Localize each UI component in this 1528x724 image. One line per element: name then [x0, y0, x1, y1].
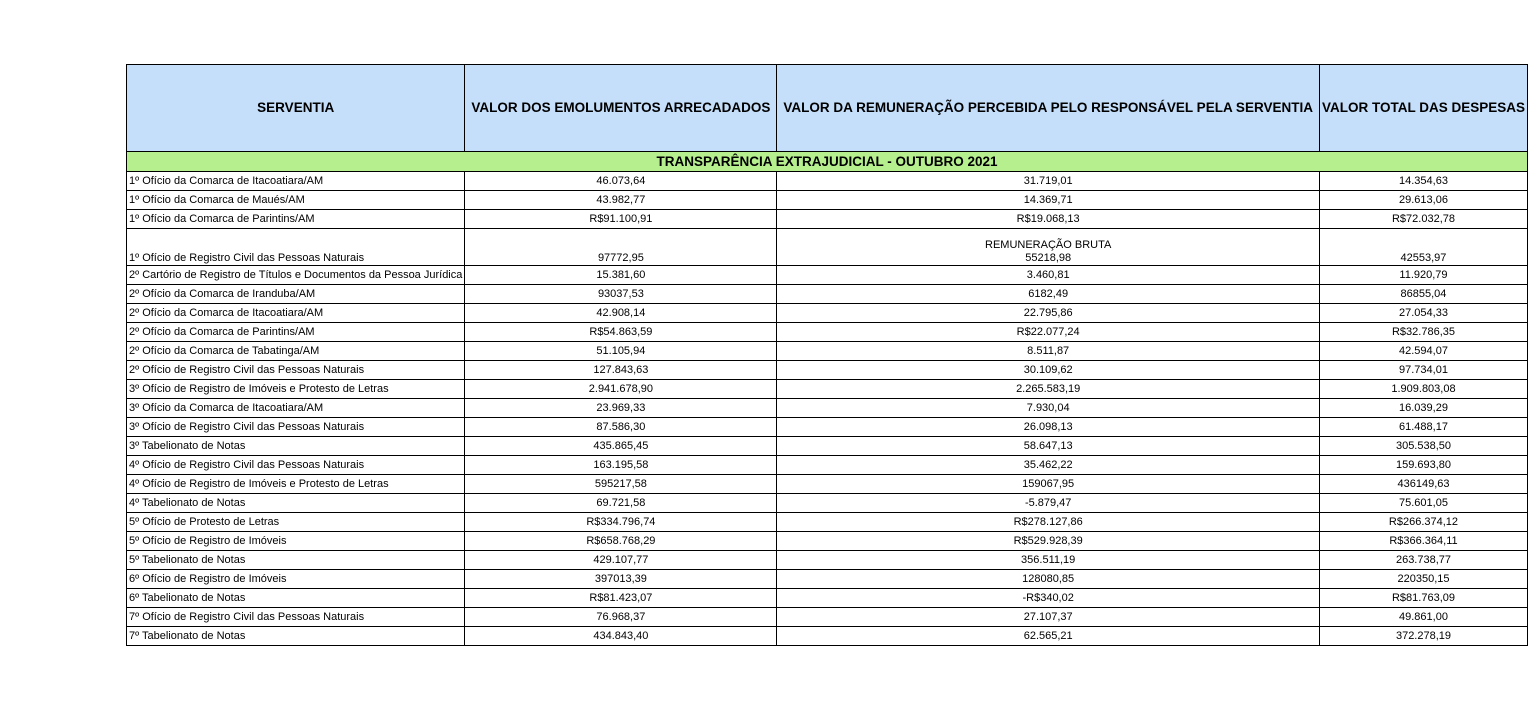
emolumentos-cell: R$658.768,29	[465, 532, 777, 551]
serventia-cell: 6º Ofício de Registro de Imóveis	[127, 570, 465, 589]
serventia-cell: 4º Tabelionato de Notas	[127, 494, 465, 513]
table-row	[127, 399, 1528, 418]
serventia-cell: 7º Ofício de Registro Civil das Pessoas Naturais	[127, 608, 465, 627]
emolumentos-cell: 87.586,30	[465, 418, 777, 437]
remuneracao-cell: 35.462,22	[777, 456, 1320, 475]
despesas-cell: 263.738,77	[1319, 551, 1527, 570]
remuneracao-cell: 22.795,86	[777, 304, 1320, 323]
emolumentos-cell: 435.865,45	[465, 437, 777, 456]
despesas-cell: R$72.032,78	[1319, 210, 1527, 229]
header-row	[127, 65, 1528, 152]
despesas-cell: 86855,04	[1319, 285, 1527, 304]
emolumentos-cell: 595217,58	[465, 475, 777, 494]
remuneracao-cell: R$19.068,13	[777, 210, 1320, 229]
despesas-cell: 1.909.803,08	[1319, 380, 1527, 399]
emolumentos-cell: 429.107,77	[465, 551, 777, 570]
serventia-cell: 3º Ofício de Registro de Imóveis e Protesto de Letras	[127, 380, 465, 399]
despesas-cell: R$81.763,09	[1319, 589, 1527, 608]
table-row	[127, 304, 1528, 323]
table-row	[127, 456, 1528, 475]
table-row	[127, 285, 1528, 304]
remuneracao-cell: 7.930,04	[777, 399, 1320, 418]
despesas-cell: 436149,63	[1319, 475, 1527, 494]
despesas-cell: 220350,15	[1319, 570, 1527, 589]
remuneracao-cell	[777, 229, 1320, 266]
remuneracao-cell: 3.460,81	[777, 266, 1320, 285]
remuneracao-cell: 159067,95	[777, 475, 1320, 494]
remuneracao-cell: 27.107,37	[777, 608, 1320, 627]
period-banner: TRANSPARÊNCIA EXTRAJUDICIAL - OUTUBRO 2021	[127, 152, 1528, 172]
despesas-cell: 61.488,17	[1319, 418, 1527, 437]
serventia-cell: 6º Tabelionato de Notas	[127, 589, 465, 608]
table-row	[127, 627, 1528, 646]
table-row	[127, 342, 1528, 361]
emolumentos-cell: R$81.423,07	[465, 589, 777, 608]
remuneracao-cell: R$529.928,39	[777, 532, 1320, 551]
serventia-cell: 4º Ofício de Registro de Imóveis e Protesto de Letras	[127, 475, 465, 494]
remuneracao-cell: 58.647,13	[777, 437, 1320, 456]
emolumentos-cell: 434.843,40	[465, 627, 777, 646]
serventia-cell: 5º Tabelionato de Notas	[127, 551, 465, 570]
emolumentos-cell: 127.843,63	[465, 361, 777, 380]
despesas-cell: 159.693,80	[1319, 456, 1527, 475]
despesas-cell: 97.734,01	[1319, 361, 1527, 380]
remuneracao-cell: R$22.077,24	[777, 323, 1320, 342]
table-row	[127, 608, 1528, 627]
emolumentos-cell: R$91.100,91	[465, 210, 777, 229]
emolumentos-cell: R$334.796,74	[465, 513, 777, 532]
remuneracao-cell: 356.511,19	[777, 551, 1320, 570]
table-row	[127, 172, 1528, 191]
serventia-cell: 1º Ofício da Comarca de Maués/AM	[127, 191, 465, 210]
serventia-cell: 2º Ofício da Comarca de Tabatinga/AM	[127, 342, 465, 361]
despesas-cell: R$366.364,11	[1319, 532, 1527, 551]
remuneracao-cell: -R$340,02	[777, 589, 1320, 608]
emolumentos-cell: 69.721,58	[465, 494, 777, 513]
header-serventia: SERVENTIA	[127, 65, 465, 152]
despesas-cell: 42.594,07	[1319, 342, 1527, 361]
emolumentos-cell: 76.968,37	[465, 608, 777, 627]
serventia-cell: 5º Ofício de Protesto de Letras	[127, 513, 465, 532]
serventia-cell: 1º Ofício da Comarca de Parintins/AM	[127, 210, 465, 229]
despesas-cell: R$32.786,35	[1319, 323, 1527, 342]
remuneracao-cell: R$278.127,86	[777, 513, 1320, 532]
table-row	[127, 361, 1528, 380]
emolumentos-cell: 93037,53	[465, 285, 777, 304]
emolumentos-cell: 97772,95	[465, 229, 777, 266]
despesas-cell: 372.278,19	[1319, 627, 1527, 646]
serventia-cell: 7º Tabelionato de Notas	[127, 627, 465, 646]
emolumentos-cell: 163.195,58	[465, 456, 777, 475]
remuneracao-cell: 6182,49	[777, 285, 1320, 304]
banner-row	[127, 152, 1528, 172]
despesas-cell: 305.538,50	[1319, 437, 1527, 456]
serventia-cell: 3º Ofício de Registro Civil das Pessoas Naturais	[127, 418, 465, 437]
remuneracao-value: 55218,98	[1025, 252, 1072, 264]
emolumentos-cell: R$54.863,59	[465, 323, 777, 342]
despesas-cell: R$266.374,12	[1319, 513, 1527, 532]
despesas-cell: 49.861,00	[1319, 608, 1527, 627]
table-row	[127, 418, 1528, 437]
header-emolumentos: VALOR DOS EMOLUMENTOS ARRECADADOS	[465, 65, 777, 152]
emolumentos-cell: 46.073,64	[465, 172, 777, 191]
table-row	[127, 532, 1528, 551]
serventia-cell: 1º Ofício de Registro Civil das Pessoas Naturais	[127, 229, 465, 266]
table-row	[127, 494, 1528, 513]
table-row	[127, 229, 1528, 266]
remuneracao-label: REMUNERAÇÃO BRUTA	[985, 239, 1112, 251]
table-row	[127, 380, 1528, 399]
table-header	[127, 65, 1528, 152]
serventia-cell: 2º Ofício da Comarca de Iranduba/AM	[127, 285, 465, 304]
despesas-cell: 16.039,29	[1319, 399, 1527, 418]
despesas-cell: 29.613,06	[1319, 191, 1527, 210]
despesas-cell: 75.601,05	[1319, 494, 1527, 513]
despesas-cell: 14.354,63	[1319, 172, 1527, 191]
remuneracao-cell: 8.511,87	[777, 342, 1320, 361]
emolumentos-cell: 51.105,94	[465, 342, 777, 361]
remuneracao-cell: 62.565,21	[777, 627, 1320, 646]
remuneracao-cell: 14.369,71	[777, 191, 1320, 210]
remuneracao-cell: 30.109,62	[777, 361, 1320, 380]
emolumentos-cell: 2.941.678,90	[465, 380, 777, 399]
emolumentos-cell: 397013,39	[465, 570, 777, 589]
emolumentos-cell: 23.969,33	[465, 399, 777, 418]
emolumentos-cell: 42.908,14	[465, 304, 777, 323]
remuneracao-cell: 31.719,01	[777, 172, 1320, 191]
table-row	[127, 437, 1528, 456]
table-row	[127, 551, 1528, 570]
table-row	[127, 513, 1528, 532]
serventia-cell: 3º Ofício da Comarca de Itacoatiara/AM	[127, 399, 465, 418]
serventia-cell: 2º Ofício de Registro Civil das Pessoas Naturais	[127, 361, 465, 380]
serventia-cell: 5º Ofício de Registro de Imóveis	[127, 532, 465, 551]
serventia-cell: 2º Cartório de Registro de Títulos e Documentos da Pessoa Jurídica	[127, 266, 465, 285]
remuneracao-cell: -5.879,47	[777, 494, 1320, 513]
table-row	[127, 323, 1528, 342]
serventia-cell: 4º Ofício de Registro Civil das Pessoas Naturais	[127, 456, 465, 475]
serventia-cell: 2º Ofício da Comarca de Parintins/AM	[127, 323, 465, 342]
header-remuneracao: VALOR DA REMUNERAÇÃO PERCEBIDA PELO RESPONSÁVEL PELA SERVENTIA	[777, 65, 1320, 152]
remuneracao-cell: 2.265.583,19	[777, 380, 1320, 399]
table-row	[127, 589, 1528, 608]
despesas-cell: 42553,97	[1319, 229, 1527, 266]
despesas-cell: 27.054,33	[1319, 304, 1527, 323]
serventia-cell: 1º Ofício da Comarca de Itacoatiara/AM	[127, 172, 465, 191]
transparency-table	[126, 64, 1528, 646]
table-row	[127, 266, 1528, 285]
remuneracao-cell: 128080,85	[777, 570, 1320, 589]
serventia-cell: 2º Ofício da Comarca de Itacoatiara/AM	[127, 304, 465, 323]
emolumentos-cell: 15.381,60	[465, 266, 777, 285]
table-row	[127, 210, 1528, 229]
serventia-cell: 3º Tabelionato de Notas	[127, 437, 465, 456]
table-row	[127, 570, 1528, 589]
header-despesas: VALOR TOTAL DAS DESPESAS	[1319, 65, 1527, 152]
emolumentos-cell: 43.982,77	[465, 191, 777, 210]
table-row	[127, 475, 1528, 494]
table-body	[127, 152, 1528, 646]
table-row	[127, 191, 1528, 210]
remuneracao-cell: 26.098,13	[777, 418, 1320, 437]
despesas-cell: 11.920,79	[1319, 266, 1527, 285]
